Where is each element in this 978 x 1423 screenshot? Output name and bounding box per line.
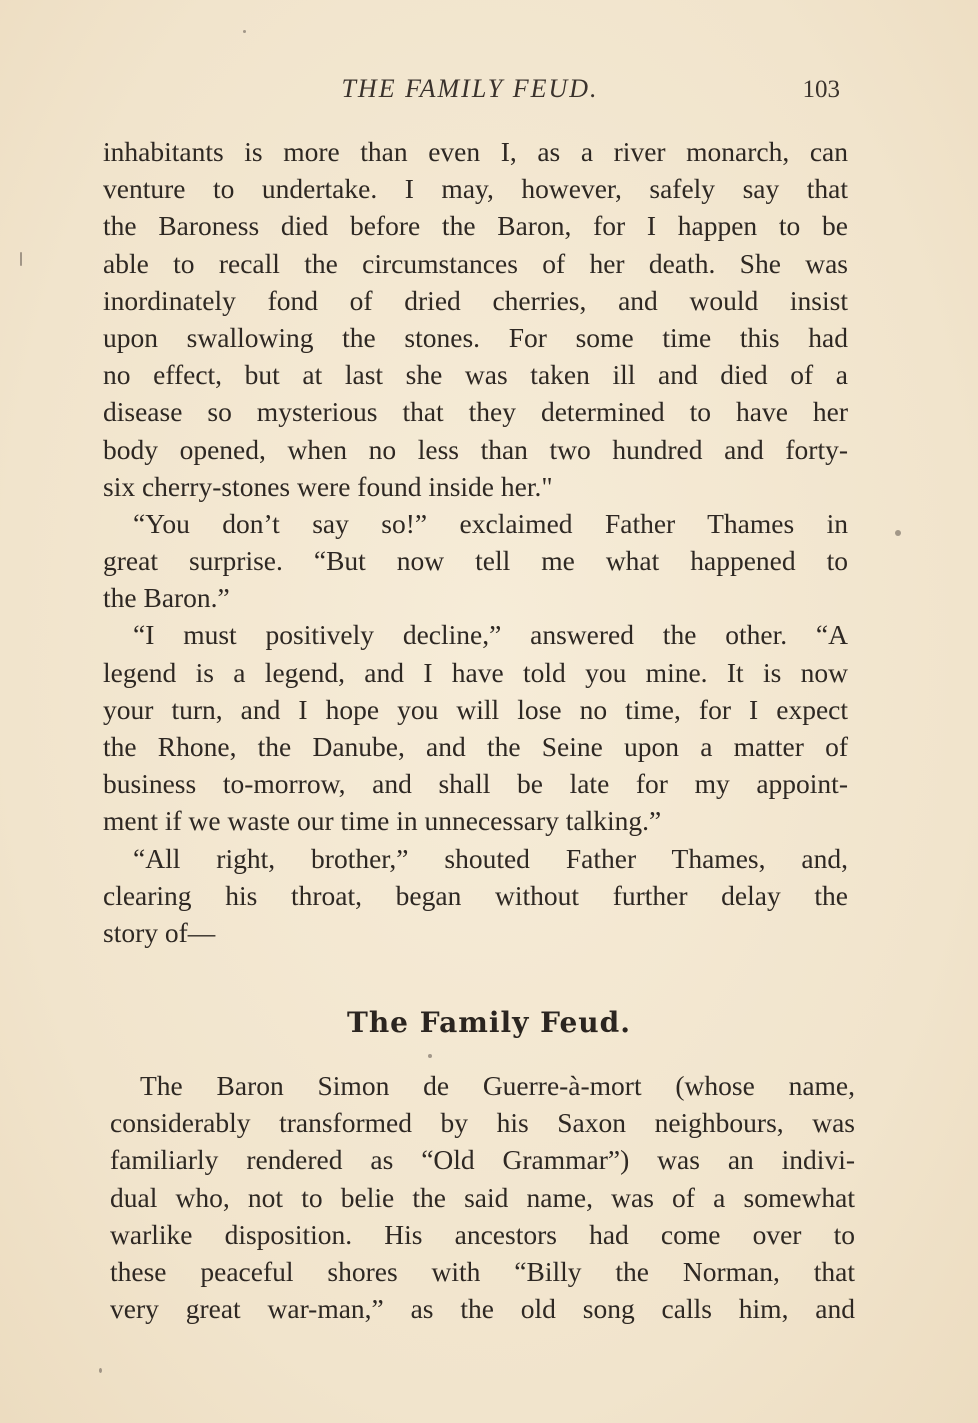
text-line: legend is a legend, and I have told you mine. It is now [103, 656, 848, 688]
text-line: venture to undertake. I may, however, safely say that [103, 173, 848, 205]
text-line: the Baroness died before the Baron, for I happen to be [103, 210, 848, 242]
text-line: upon swallowing the stones. For some time this had [103, 321, 848, 353]
text-line: clearing his throat, began without further delay the [103, 879, 848, 911]
text-line: ment if we waste our time in unnecessary talking.” [103, 805, 662, 837]
text-line: “You don’t say so!” exclaimed Father Thames in [133, 507, 848, 539]
paper-speck [428, 1054, 432, 1058]
body-text-block-2 [110, 1067, 855, 1327]
text-line: disease so mysterious that they determined to have her [103, 396, 848, 428]
text-line: “I must positively decline,” answered the other. “A [133, 619, 848, 651]
paper-speck [895, 530, 901, 536]
running-head [100, 74, 840, 108]
text-line: The Baron Simon de Guerre-à-mort (whose name, [140, 1070, 855, 1101]
body-text-block-1 [103, 133, 848, 951]
text-line: story of— [103, 916, 216, 948]
text-line: warlike disposition. His ancestors had come over to [110, 1218, 855, 1250]
section-heading: The Family Feud. [346, 1006, 631, 1039]
text-line: six cherry-stones were found inside her." [103, 470, 553, 502]
text-line: considerably transformed by his Saxon neighbours, was [110, 1107, 855, 1139]
paper-speck [20, 252, 22, 266]
text-line: familiarly rendered as “Old Grammar”) was an indivi- [110, 1144, 855, 1176]
text-line: inhabitants is more than even I, as a river monarch, can [103, 136, 848, 167]
text-line: business to-morrow, and shall be late for my appoint- [103, 768, 848, 800]
page-number: 103 [802, 76, 840, 103]
paper-speck [243, 30, 246, 33]
text-line: your turn, and I hope you will lose no time, for I expect [103, 693, 848, 725]
text-line: inordinately fond of dried cherries, and would insist [103, 284, 848, 316]
text-line: the Baron.” [103, 582, 230, 614]
text-line: “All right, brother,” shouted Father Thames, and, [133, 842, 848, 874]
text-line: the Rhone, the Danube, and the Seine upon a matter of [103, 731, 848, 762]
text-line: these peaceful shores with “Billy the Norman, that [110, 1255, 855, 1287]
text-line: able to recall the circumstances of her death. She was [103, 247, 848, 279]
text-line: great surprise. “But now tell me what happened to [103, 545, 848, 577]
paper-speck [99, 1368, 102, 1373]
text-line: dual who, not to belie the said name, was of a somewhat [110, 1181, 855, 1213]
running-title: THE FAMILY FEUD. [341, 74, 599, 103]
text-line: body opened, when no less than two hundred and forty- [103, 433, 848, 465]
text-line: very great war-man,” as the old song calls him, and [110, 1293, 855, 1325]
text-line: no effect, but at last she was taken ill and died of a [103, 359, 848, 391]
